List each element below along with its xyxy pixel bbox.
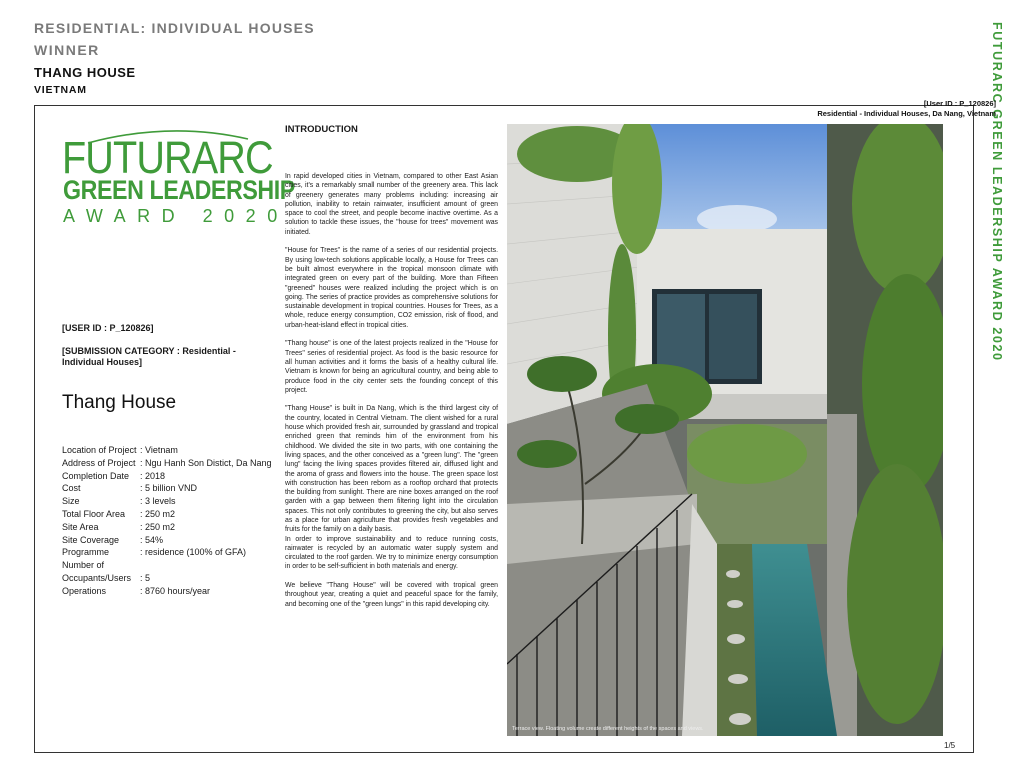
fact-value: : 3 levels xyxy=(140,496,176,507)
fact-row xyxy=(62,482,282,495)
fact-value: : residence (100% of GFA) xyxy=(140,547,247,558)
fact-row xyxy=(62,457,282,470)
fact-row xyxy=(62,470,282,483)
intro-paragraph: In rapid developed cities in Vietnam, compared to other East Asian cities, it's a remarkably small number of the greenery area. This lack of greenery generates many problems including: increasing air pollution, inability to retain rainwater, insufficient amount of green space to cool the street, and people become inactive overtime. As a solution to tackle these issues, the "house for trees" movement was initiated. xyxy=(285,173,498,236)
fact-label: Location of Project xyxy=(62,445,137,455)
intro-paragraph: "Thang House" is built in Da Nang, which is the third largest city of the country, located in Central Vietnam. The client wished for a rural house which provided fresh air, surrounded by grassland and tropical enriched green that reminds him of the environment from his childhood. We divided the site in two parts, with one containing the living spaces, and the other conceived as a "green lung". The "green lung" facing the living spaces provides filtered air, diffused light and the aroma of grass and flowers into the house. The green space lost with construction has been reborn as a rooftop orchard that protects the building from sunlight. There are nine boxes arranged on the roof garden with a gap between them filtering light into the circulation spaces. This not only contributes to greening the city, but also serves as a place for urban agriculture that provides fresh vegetables and fruits for the family on a daily basis. xyxy=(285,405,498,534)
fact-label: Total Floor Area xyxy=(62,508,126,519)
fact-value: : 54% xyxy=(140,534,164,545)
fact-label: Address of Project xyxy=(62,457,136,468)
fact-value xyxy=(140,559,282,572)
futurarc-logo xyxy=(60,127,295,227)
header-project-name: THANG HOUSE xyxy=(34,65,136,80)
header-category: RESIDENTIAL: INDIVIDUAL HOUSES xyxy=(34,20,315,36)
fact-label: Number of xyxy=(62,560,105,571)
house-photo xyxy=(507,124,943,736)
user-id: [USER ID : P_120826] xyxy=(62,323,154,333)
fact-label: Programme xyxy=(62,547,110,558)
fact-row xyxy=(62,559,282,572)
logo-brand: FUTURARC xyxy=(62,132,273,183)
fact-row xyxy=(62,546,282,559)
fact-value: : 250 m2 xyxy=(140,521,176,532)
fact-label: Occupants/Users xyxy=(62,572,132,583)
fact-value: : Vietnam xyxy=(140,445,178,455)
fact-row xyxy=(62,534,282,547)
intro-paragraph: We believe "Thang House" will be covered with tropical green throughout year, creating a quiet and peaceful space for the family, and becoming one of the "green lungs" in this rapid developing city. xyxy=(285,582,498,608)
fact-value: : 250 m2 xyxy=(140,508,176,519)
fact-value: : Ngu Hanh Son Distict, Da Nang xyxy=(140,457,272,468)
house-name: Thang House xyxy=(62,392,177,413)
fact-label: Site Coverage xyxy=(62,534,120,545)
fact-row xyxy=(62,585,282,598)
fact-value: : 5 billion VND xyxy=(140,483,198,494)
vertical-award-title xyxy=(984,22,1004,442)
fact-label: Operations xyxy=(62,585,107,596)
vertical-award-title-text: FUTURARC GREEN LEADERSHIP AWARD 2020 xyxy=(990,22,1004,362)
header-award-status: WINNER xyxy=(34,42,100,58)
header-country: VIETNAM xyxy=(34,84,87,96)
logo-green-leadership: GREEN LEADERSHIP xyxy=(63,175,295,205)
logo-award-year: AWARD 2020 xyxy=(63,206,289,226)
fact-value: : 8760 hours/year xyxy=(140,585,211,596)
submission-category: [SUBMISSION CATEGORY : Residential - Individual Houses] xyxy=(62,346,236,367)
fact-row xyxy=(62,572,282,585)
fact-label: Site Area xyxy=(62,521,99,532)
page-number: 1/5 xyxy=(944,741,956,750)
intro-paragraph: "Thang house" is one of the latest projects realized in the "House for Trees" series of residential project. As food is the basic resource for all human activities and it forms the basis of a healthy cultural life. Vietnam is known for being an agricultural country, and being able to produce food in the city center sets the founding concept of this project. xyxy=(285,340,498,394)
submission-meta xyxy=(817,99,996,119)
fact-value: : 5 xyxy=(140,572,151,583)
fact-label: Size xyxy=(62,496,80,507)
meta-category-line: Residential - Individual Houses, Da Nang, Vietnam xyxy=(817,109,996,118)
meta-user-id: [User ID : P_120826] xyxy=(923,99,996,108)
fact-row xyxy=(62,495,282,508)
fact-row xyxy=(62,508,282,521)
intro-paragraph: In order to improve sustainability and to reduce running costs, rainwater is recycled by an automatic water supply system and circulated to the roof garden. We try to minimize energy consumption in order to be self-sufficient in both materials and energy. xyxy=(285,535,498,571)
intro-body xyxy=(285,172,498,618)
intro-paragraph: "House for Trees" is the name of a series of our residential projects. By using low-tech solutions applicable locally, a House for Trees can be built almost everywhere in the tropical monsoon climate with integrated green on every part of the building. More than Fifteen "greened" houses were realized including the project which is on going. The series of practice provides as comprehensive solutions for sustainable development in tropical countries. Houses for Trees, as a whole, reduce energy consumption, CO2 emission, risk of flood, and urban-heat-island effect in tropical cities. xyxy=(285,247,498,329)
fact-row xyxy=(62,444,282,457)
fact-label: Cost xyxy=(62,483,81,494)
project-facts xyxy=(62,444,282,598)
fact-value: : 2018 xyxy=(140,470,166,481)
photo-caption: Terrace view. Floating volume create different heights of the spaces and views. xyxy=(512,726,704,732)
fact-row xyxy=(62,521,282,534)
fact-label: Completion Date xyxy=(62,470,130,481)
intro-heading: INTRODUCTION xyxy=(285,124,358,135)
